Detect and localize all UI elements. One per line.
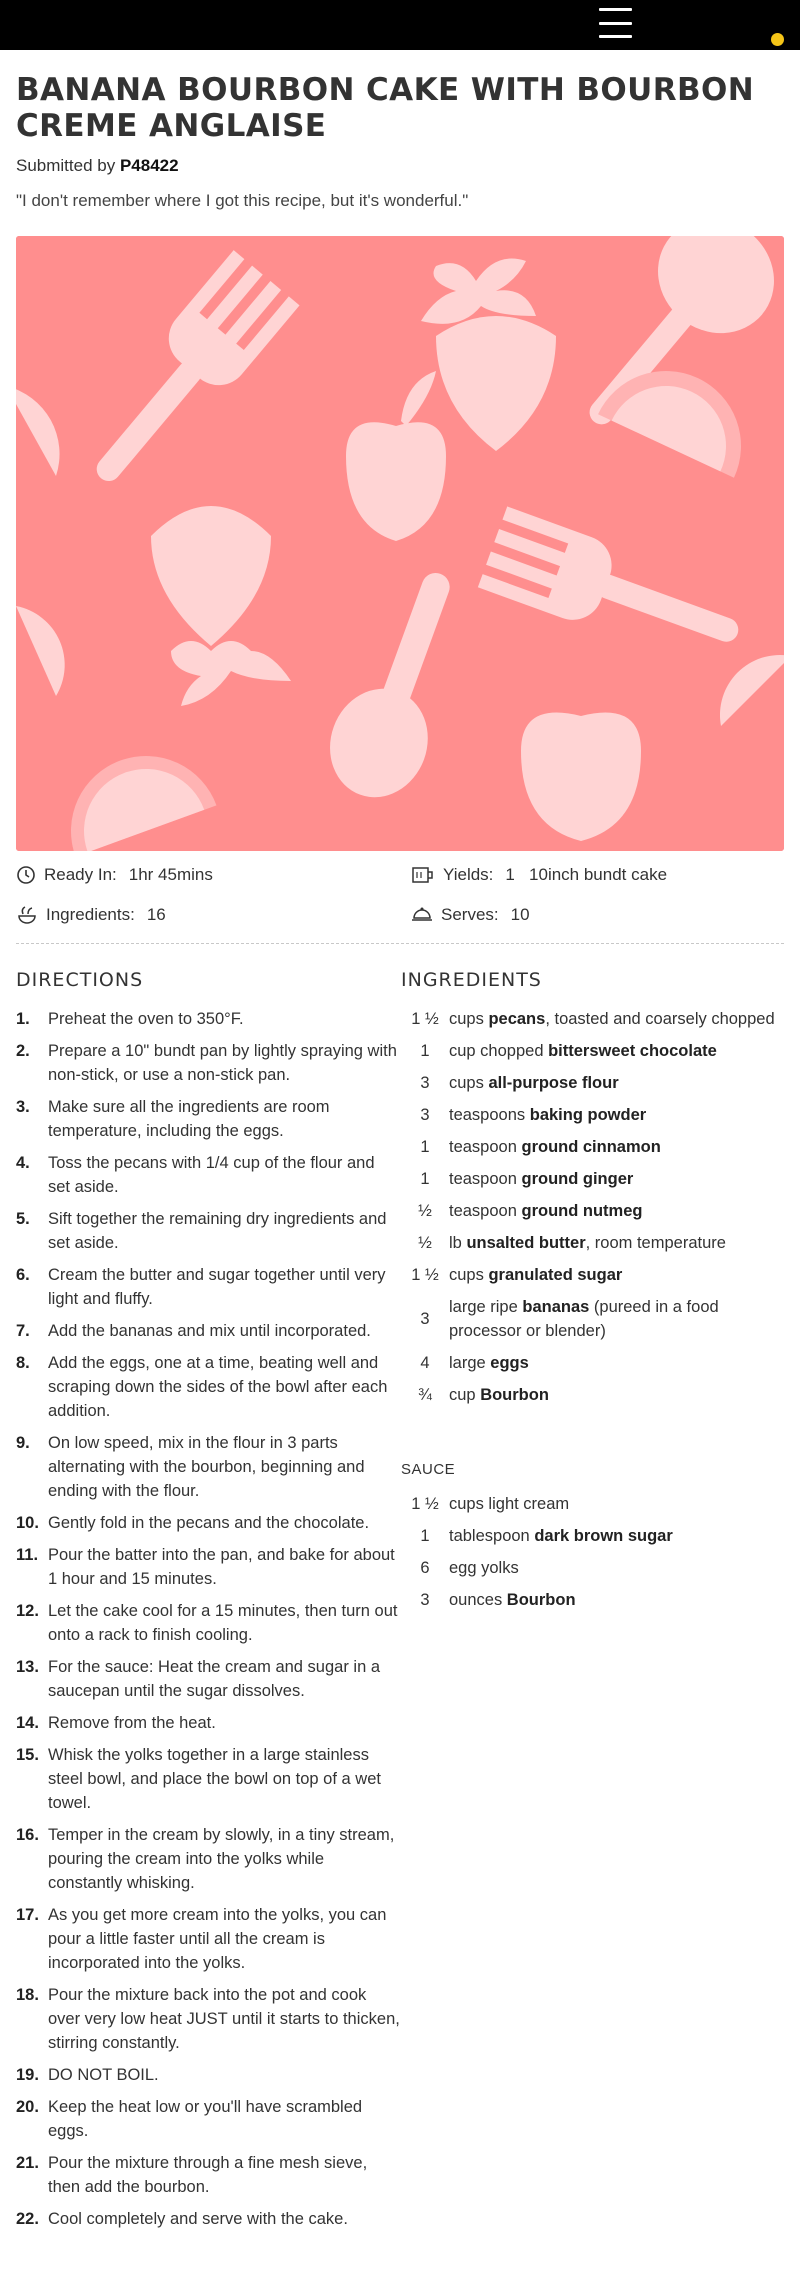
ingredient-quantity: 1 [420,1042,430,1060]
ingredient-name: eggs [490,1354,529,1372]
step-number: 13. [16,1658,39,1676]
ready-in [16,865,411,885]
ingredient-unit: lb [449,1234,467,1252]
ingredient-item [401,1588,784,1612]
ingredient-description [449,1295,784,1343]
ingredient-quantity: ¾ [418,1386,432,1404]
direction-step [16,1823,401,1895]
step-text: Temper in the cream by slowly, in a tiny stream, pouring the cream into the yolks while constantly whisking. [48,1826,395,1892]
direction-step [16,1431,401,1503]
ingredient-name: baking powder [529,1106,647,1124]
step-number: 5. [16,1210,30,1228]
step-number: 9. [16,1434,30,1452]
step-text: Preheat the oven to 350°F. [48,1010,244,1028]
step-text: Let the cake cool for a 15 minutes, then turn out onto a rack to finish cooling. [48,1602,398,1644]
step-text: Toss the pecans with 1/4 cup of the flour and set aside. [48,1154,375,1196]
ingredient-unit: ounces [449,1591,507,1609]
ingredient-description [449,1103,784,1127]
direction-step [16,1711,401,1735]
step-text: Whisk the yolks together in a large stainless steel bowl, and place the bowl on top of a wet towel. [48,1746,381,1812]
ingredient-item [401,1071,784,1095]
ingredient-item [401,1295,784,1343]
ingredients-count [16,905,411,925]
step-number: 17. [16,1906,39,1924]
direction-step [16,1983,401,2055]
ingredient-item [401,1103,784,1127]
ingredient-description [449,1383,784,1407]
ingredient-name: unsalted butter [466,1234,586,1252]
step-text: DO NOT BOIL. [48,2066,159,2084]
hamburger-menu-icon[interactable] [599,8,632,38]
ingredient-description [449,1263,784,1287]
ingredients-section [401,969,784,1620]
submitted-by [16,156,784,176]
ingredient-name: granulated sugar [488,1266,623,1284]
step-text: Pour the mixture through a fine mesh sieve, then add the bourbon. [48,2154,368,2196]
ingredient-item [401,1135,784,1159]
ingredient-name: pecans [488,1010,546,1028]
ingredient-quantity: 1 ½ [411,1495,439,1513]
ingredient-description [449,1167,784,1191]
ingredient-item [401,1263,784,1287]
step-number: 22. [16,2210,39,2228]
ingredient-quantity: ½ [418,1234,432,1252]
step-text: Cool completely and serve with the cake. [48,2210,348,2228]
direction-step [16,2063,401,2087]
step-text: Gently fold in the pecans and the chocolate. [48,1514,370,1532]
ingredient-unit: cups light cream [449,1495,570,1513]
ingredient-unit: egg yolks [449,1559,519,1577]
ingredient-quantity: ½ [418,1202,432,1220]
direction-step [16,1599,401,1647]
directions-list [16,1007,401,2231]
step-text: Pour the mixture back into the pot and cook over very low heat JUST until it starts to thicken, stirring constantly. [48,1986,400,2052]
ingredient-unit: large [449,1354,491,1372]
ingredients-list [401,1007,784,1407]
sauce-heading: SAUCE [401,1461,456,1478]
meta-divider [16,943,784,944]
step-number: 6. [16,1266,30,1284]
ingredient-name: Bourbon [506,1591,576,1609]
ingredient-name: bittersweet chocolate [548,1042,717,1060]
ingredient-name: ground ginger [521,1170,634,1188]
direction-step [16,1007,401,1031]
ingredient-name: ground nutmeg [521,1202,643,1220]
ingredient-description [449,1524,784,1548]
directions-section [16,969,401,2239]
ingredient-name: Bourbon [480,1386,549,1404]
ingredient-item [401,1492,784,1516]
step-text: Cream the butter and sugar together until very light and fluffy. [48,1266,386,1308]
direction-step [16,1151,401,1199]
recipe-body [16,969,784,2259]
food-pattern-illustration [16,236,784,851]
ingredient-unit: cup [449,1386,481,1404]
ingredients-icon [16,905,38,925]
ingredient-quantity: 1 ½ [411,1266,439,1284]
step-text: Add the bananas and mix until incorporated. [48,1322,371,1340]
recipe-title: BANANA BOURBON CAKE WITH BOURBON CREME ANGLAISE [16,72,755,144]
menu-line [599,8,632,11]
ingredient-note: , room temperature [585,1234,726,1252]
menu-line [599,35,632,38]
ingredient-item [401,1524,784,1548]
ingredient-unit: large ripe [449,1298,523,1316]
menu-line [599,22,632,25]
ingredients-count-label: Ingredients: [46,905,135,924]
step-text: Pour the batter into the pan, and bake for about 1 hour and 15 minutes. [48,1546,395,1588]
ingredient-unit: cup chopped [449,1042,549,1060]
step-text: For the sauce: Heat the cream and sugar in a saucepan until the sugar dissolves. [48,1658,381,1700]
step-text: Make sure all the ingredients are room temperature, including the eggs. [48,1098,330,1140]
ingredient-quantity: 3 [420,1074,430,1092]
yield-icon [411,865,435,885]
step-number: 10. [16,1514,39,1532]
ingredient-description [449,1199,784,1223]
ingredient-quantity: 3 [420,1591,430,1609]
ingredient-unit: cups [449,1074,489,1092]
clock-icon [16,865,36,885]
ingredient-item [401,1199,784,1223]
step-number: 18. [16,1986,39,2004]
step-number: 4. [16,1154,30,1172]
step-number: 15. [16,1746,39,1764]
ingredient-name: ground cinnamon [521,1138,661,1156]
ingredient-item [401,1351,784,1375]
step-text: As you get more cream into the yolks, you can pour a little faster until all the cream is incorporated into the yolks. [48,1906,387,1972]
direction-step [16,1655,401,1703]
step-number: 20. [16,2098,39,2116]
ingredient-quantity: 1 [420,1170,430,1188]
notification-dot[interactable] [771,33,784,46]
ingredient-quantity: 3 [420,1106,430,1124]
ready-in-value: 1hr 45mins [128,865,213,884]
ingredient-quantity: 3 [420,1310,430,1328]
ready-in-label: Ready In: [44,865,117,884]
yields-value: 1 10inch bundt cake [505,865,668,884]
submitted-prefix: Submitted by [16,156,116,175]
ingredient-item [401,1383,784,1407]
ingredient-description [449,1007,784,1031]
ingredient-description [449,1492,784,1516]
ingredient-item [401,1007,784,1031]
recipe-meta [16,865,784,925]
ingredient-description [449,1039,784,1063]
ingredient-unit: tablespoon [449,1527,535,1545]
ingredient-item [401,1167,784,1191]
direction-step [16,1743,401,1815]
direction-step [16,1351,401,1423]
ingredient-description [449,1556,784,1580]
directions-heading: DIRECTIONS [16,969,144,991]
ingredient-name: bananas [522,1298,590,1316]
author-link[interactable]: P48422 [119,156,179,175]
direction-step [16,1319,401,1343]
ingredient-quantity: 4 [420,1354,430,1372]
direction-step [16,1207,401,1255]
ingredient-unit: cups [449,1010,489,1028]
ingredient-unit: teaspoon [449,1170,522,1188]
step-text: Prepare a 10" bundt pan by lightly spraying with non-stick, or use a non-stick pan. [48,1042,397,1084]
step-number: 1. [16,1010,30,1028]
recipe-placeholder-image [16,236,784,851]
ingredient-quantity: 1 [420,1138,430,1156]
ingredient-name: all-purpose flour [488,1074,619,1092]
step-text: Remove from the heat. [48,1714,216,1732]
recipe-content [0,72,800,2259]
ingredient-description [449,1135,784,1159]
step-number: 21. [16,2154,39,2172]
ingredient-unit: teaspoon [449,1202,522,1220]
ingredient-description [449,1351,784,1375]
step-text: Add the eggs, one at a time, beating well and scraping down the sides of the bowl after each addition. [48,1354,388,1420]
ingredient-item [401,1039,784,1063]
step-number: 2. [16,1042,30,1060]
ingredient-item [401,1231,784,1255]
ingredients-heading: INGREDIENTS [401,969,542,991]
ingredient-quantity: 1 [420,1527,430,1545]
step-number: 14. [16,1714,39,1732]
ingredient-description [449,1231,784,1255]
ingredient-description [449,1071,784,1095]
direction-step [16,1263,401,1311]
direction-step [16,1543,401,1591]
direction-step [16,2095,401,2143]
direction-step [16,1903,401,1975]
ingredient-note: , toasted and coarsely chopped [545,1010,775,1028]
ingredient-quantity: 1 ½ [411,1010,439,1028]
sauce-ingredients-list [401,1492,784,1612]
serves-label: Serves: [441,905,499,924]
direction-step [16,1511,401,1535]
ingredient-unit: teaspoon [449,1138,522,1156]
direction-step [16,1039,401,1087]
ingredient-note: (pureed in a food processor or blender) [449,1298,719,1340]
serves [411,905,784,925]
step-number: 19. [16,2066,39,2084]
serves-value: 10 [510,905,530,924]
recipe-description: "I don't remember where I got this recipe, but it's wonderful." [16,191,469,210]
step-number: 7. [16,1322,30,1340]
ingredient-description [449,1588,784,1612]
top-navigation-bar [0,0,800,50]
direction-step [16,2151,401,2199]
yields-label: Yields: [443,865,494,884]
ingredient-quantity: 6 [420,1559,430,1577]
step-text: Keep the heat low or you'll have scrambled eggs. [48,2098,363,2140]
ingredient-name: dark brown sugar [534,1527,673,1545]
step-number: 11. [16,1546,39,1564]
step-number: 3. [16,1098,30,1116]
ingredient-unit: teaspoons [449,1106,530,1124]
step-text: Sift together the remaining dry ingredients and set aside. [48,1210,387,1252]
step-number: 8. [16,1354,30,1372]
ingredient-item [401,1556,784,1580]
yields [411,865,784,885]
step-text: On low speed, mix in the flour in 3 parts alternating with the bourbon, beginning and ending with the flour. [48,1434,365,1500]
step-number: 16. [16,1826,39,1844]
step-number: 12. [16,1602,39,1620]
serving-dish-icon [411,905,433,925]
ingredient-unit: cups [449,1266,489,1284]
direction-step [16,2207,401,2231]
direction-step [16,1095,401,1143]
ingredients-count-value: 16 [146,905,166,924]
